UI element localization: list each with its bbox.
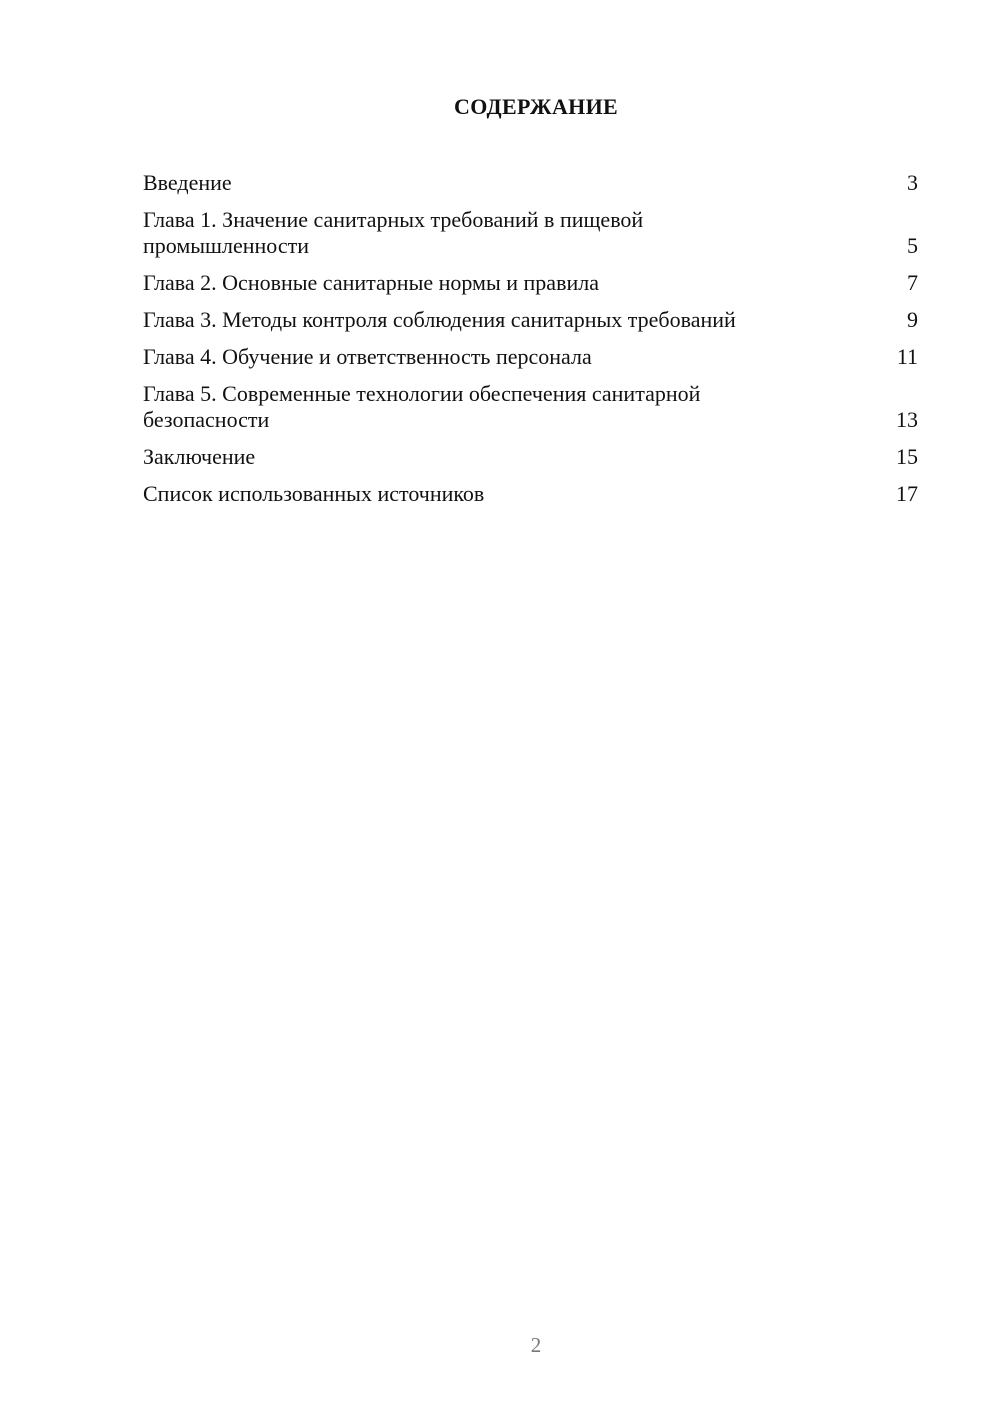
toc-entry-label: Глава 5. Современные технологии обеспечения санитарной безопасности xyxy=(143,381,701,432)
toc-entry-page: 13 xyxy=(896,407,918,432)
toc-entry-label: Заключение xyxy=(143,444,256,469)
toc-entry-page: 11 xyxy=(896,344,918,369)
toc-entry-page: 7 xyxy=(907,270,918,295)
toc-title: СОДЕРЖАНИЕ xyxy=(454,94,618,119)
toc-entry-page: 9 xyxy=(907,307,918,332)
toc-entry-label: Список использованных источников xyxy=(143,481,485,506)
toc-entry-references xyxy=(143,481,918,507)
page-number: 2 xyxy=(530,1333,542,1357)
toc-entry-label: Глава 2. Основные санитарные нормы и правила xyxy=(143,270,599,295)
toc-entry-chapter-5 xyxy=(143,381,918,433)
toc-entry-conclusion xyxy=(143,444,918,470)
toc-entry-label: Введение xyxy=(143,170,232,195)
toc-entry-page: 15 xyxy=(896,444,918,469)
toc-entry-page: 5 xyxy=(907,233,918,258)
toc-entry-chapter-3 xyxy=(143,307,918,333)
table-of-contents xyxy=(143,170,918,518)
toc-entry-label: Глава 4. Обучение и ответственность персонала xyxy=(143,344,592,369)
toc-entry-label: Глава 3. Методы контроля соблюдения санитарных требований xyxy=(143,307,736,332)
toc-entry-page: 3 xyxy=(907,170,918,195)
toc-entry-chapter-4 xyxy=(143,344,918,370)
toc-entry-chapter-1 xyxy=(143,207,918,259)
toc-entry-chapter-2 xyxy=(143,270,918,296)
toc-entry-introduction xyxy=(143,170,918,196)
toc-entry-label: Глава 1. Значение санитарных требований в пищевой промышленности xyxy=(143,207,644,258)
toc-entry-page: 17 xyxy=(896,481,918,506)
